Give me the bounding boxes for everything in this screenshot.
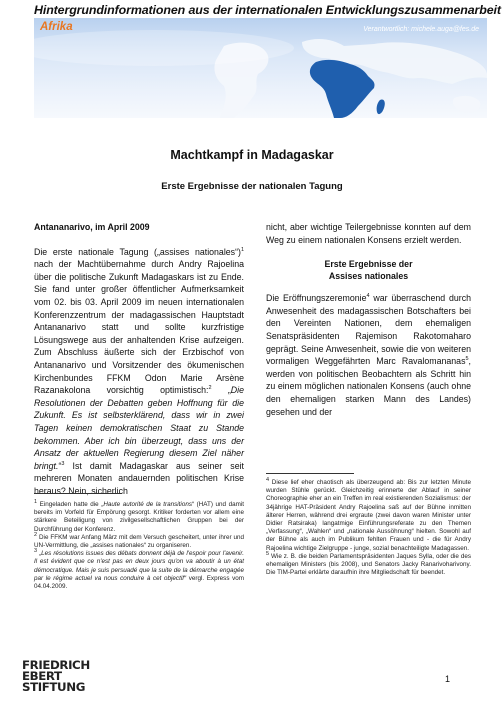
paragraph-intro: Die erste nationale Tagung („assises nationales“)$^1$ nach der Machtübernahme durch Andry Rajoelina über die politische Zukunft Madagaskars ist zu Ende. Sie fand unter großer öffentlicher Aufmerksamkeit vom 02. bis 03. April 2009 im neuen internationalen Konferenzzentrum der madagassischen Hauptstadt Antananarivo statt und sollte kurzfristige Lösungswege aus der anhaltenden Krise aufzeigen. Zum Abschluss äußerte sich der Erzbischof von Antananarivo und Vorsitzender des ökumenischen Kirchenbundes FFKM Odon Marie Arsène Razanakolona vorsichtig optimistisch:$^2$ „Die Resolutionen der Debatten geben Hoffnung für die Zukunft. Es ist selbsterklärend, dass wir in zwei Tagen keinen demokratischen Staat zu Stande bekommen. Aber ich bin überzeugt, dass uns der Ansatz der aktuellen Regierung diesem Ziel näher bringt.“$^3$ Ist damit Madagaskar aus seiner seit mehreren Monaten andauernden politischen Krise heraus? Nein, sicherlich <box>34 246 244 496</box>
footnote-2: $^2$ Die FFKM war Anfang März mit dem Versuch gescheitert, unter ihrer und UN-Vermittlung, die „assises nationales“ zu organiseren. <box>34 531 244 550</box>
section-heading: Erste Ergebnisse der Assises nationales <box>324 259 413 282</box>
header-banner <box>34 18 487 118</box>
footnote-ref-3[interactable]: 3 <box>61 460 65 467</box>
footnote-5: $^5$ Wie z. B. die beiden Parlamentspräsidenten Jaques Sylla, oder die des ehemaligen Ministers (bis 2008), und Senators Jacky Ranarivoharivony. Die TIM-Partei erklärte daraufhin ihre Mitgliedschaft für beendet. <box>266 550 471 577</box>
footnote-ref-2[interactable]: 2 <box>208 385 212 392</box>
page-number: 1 <box>445 674 451 684</box>
footnote-ref-5[interactable]: 5 <box>465 356 469 363</box>
footnote-1: $^1$ Eingeladen hatte die „Haute autorité de la transitions“ (HAT) und damit bereits im Vorfeld für Empörung gesorgt. Kritiker forderten vor allem eine stärkere Beteiligung von zivilgesellschaftlichen Gruppen bei der Durchführung der Konferenz. <box>34 498 244 533</box>
footnote-divider-right <box>266 473 354 474</box>
footnote-4: $^4$ Diese lief eher chaotisch als überzeugend ab: Bis zur letzten Minute wurden Stühle gerückt. Gleichzeitig erinnerte der Ablauf in seiner Choreographie eher an ein Treffen im real existierenden Sozialismus: der 34jährige HAT-Präsident Andry Rajoelina saß auf der Bühne inmitten älterer Herren, während drei ergraute (zwei davon waren Minister unter Didier Ratsiraka) langatmige Einführungsreferate zu den Themen „Verfassung“, „Wahlen“ und „nationale Aussöhnung“ hielten. Sowohl auf der Bühne als auch im Publikum fehlten Frauen und - die für Andry Rajoelina wichtige Zielgruppe - junge, sozial benachteiligte Madagassen. <box>266 476 471 552</box>
footnote-ref-1[interactable]: 1 <box>240 246 244 253</box>
footnote-divider-left <box>34 493 122 494</box>
right-column <box>266 221 471 418</box>
article-title: Machtkampf in Madagaskar <box>170 148 334 162</box>
contact-info: Verantwortlich: michele.auga@fes.de <box>363 26 479 33</box>
region-label: Afrika <box>40 21 73 33</box>
quote-archbishop: Die Resolutionen der Debatten geben Hoffnung für die Zukunft. Es ist selbsterklärend, dass wir in zwei Tagen keinen demokratischen Staat zu Stande bekommen. Aber ich bin überzeugt, dass uns der Ansatz der aktuellen Regierung diesem Ziel näher bringt. <box>34 385 244 471</box>
paragraph-opening-ceremony: Die Eröffnungszeremonie$^4$ war überraschend durch Anwesenheit des madagassischen Botschafters bei den Vereinten Nationen, dem ehemaligen Senatspräsidenten Rajemison Rakotomaharo geprägt. Seine Anwesenheit, sowie die von weiteren vormaligen Weggefährten Marc Ravalomananas$^5$, werden von politischen Beobachtern als Schritt hin zu einem möglichen nationalen Konsens (auch ohne den ehemaligen starken Mann des Landes) gesehen und der <box>266 293 471 417</box>
footnotes-right <box>266 476 471 577</box>
world-map-graphic <box>34 18 487 118</box>
article-subtitle: Erste Ergebnisse der nationalen Tagung <box>161 181 343 192</box>
left-column <box>34 221 244 497</box>
dateline: Antananarivo, im April 2009 <box>34 222 150 232</box>
series-title: Hintergrundinformationen aus der internationalen Entwicklungszusammenarbeit <box>34 3 501 17</box>
footnote-ref-4[interactable]: 4 <box>366 293 370 300</box>
footnote-3: $^3$ „Les résolutions issues des débats donnent déjà de l'espoir pour l'avenir. Il est évident que ce n'est pas en deux jours qu'on va aboutir à un état démocratique. Mais je suis persuadé que la suite de la démarche engagée par le régime actuel va nous conduire à cet objectif“ vergl. Express vom 04.04.2009. <box>34 548 244 591</box>
footnotes-left <box>34 498 244 591</box>
paragraph-intro-continued: nicht, aber wichtige Teilergebnisse konnten auf dem Weg zu einem nationalen Konsens erzielt werden. <box>266 222 471 245</box>
fes-logo: FRIEDRICH EBERT STIFTUNG <box>22 658 90 694</box>
